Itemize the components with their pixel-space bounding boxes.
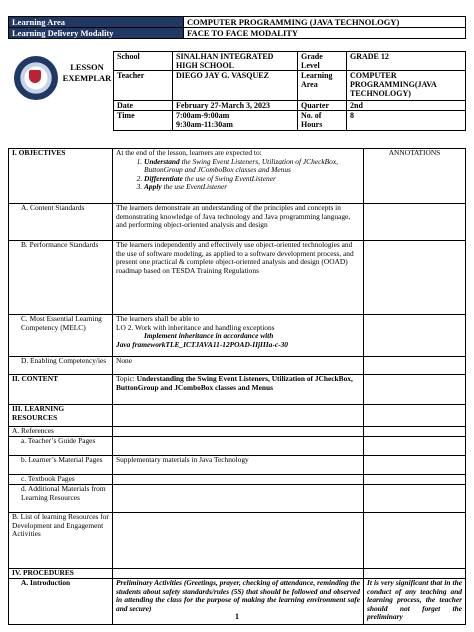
objectives-list bbox=[116, 158, 360, 192]
lesson-plan-table bbox=[8, 148, 466, 625]
list-resources-label: B. List of learning Resources for Development and Engagement Activities bbox=[9, 513, 113, 569]
delivery-modality-label: Learning Delivery Modality bbox=[9, 28, 184, 39]
annotation-cell bbox=[364, 456, 466, 475]
introduction-label: A. Introduction bbox=[9, 579, 113, 625]
teacher-value: DIEGO JAY G. VASQUEZ bbox=[173, 71, 298, 101]
grade-value: GRADE 12 bbox=[347, 52, 466, 71]
page-number: 1 bbox=[235, 612, 239, 621]
learning-area-label: Learning Area bbox=[9, 17, 184, 28]
resources-cell bbox=[113, 405, 364, 427]
hours-label: No. of Hours bbox=[298, 111, 347, 131]
references-cell bbox=[113, 427, 364, 437]
school-label: School bbox=[114, 52, 173, 71]
grade-label: Grade Level bbox=[298, 52, 347, 71]
textbook-label: c. Textbook Pages bbox=[9, 475, 113, 485]
procedures-cell bbox=[113, 569, 364, 579]
enabling-competency-text: None bbox=[113, 357, 364, 375]
annotation-cell bbox=[364, 357, 466, 375]
area-label: Learning Area bbox=[298, 71, 347, 101]
learning-area-value: COMPUTER PROGRAMMING (JAVA TECHNOLOGY) bbox=[184, 17, 466, 28]
objectives-cell: At the end of the lesson, learners are expected to: 1. Understand the Swing Event Listeners, Utilization of JCheckBox, ButtonGroup and JComboBox classes and Menus 2. Differentiate the use of Swing EventListener 3. Apply the use EventListener bbox=[113, 149, 364, 204]
quarter-value: 2nd bbox=[347, 101, 466, 111]
annotation-cell bbox=[364, 427, 466, 437]
objective-item: 1. Understand the Swing Event Listeners, Utilization of JCheckBox, ButtonGroup and JComboBox classes and Menus bbox=[144, 158, 360, 175]
header-table bbox=[8, 16, 466, 39]
hours-value: 8 bbox=[347, 111, 466, 131]
content-standards-text: The learners demonstrate an understanding of the principles and concepts in demonstrating knowledge of Java technology and Java programming language, and performing object-oriented analysis and design bbox=[113, 204, 364, 241]
annotation-cell bbox=[364, 315, 466, 357]
annotation-cell bbox=[364, 375, 466, 405]
quarter-label: Quarter bbox=[298, 101, 347, 111]
melc-label: C. Most Essential Learning Competency (MELC) bbox=[9, 315, 113, 357]
annotation-cell bbox=[364, 513, 466, 569]
date-label: Date bbox=[114, 101, 173, 111]
annotation-cell bbox=[364, 241, 466, 315]
annotations-header: ANNOTATIONS bbox=[364, 149, 466, 204]
objective-item: 3. Apply the use EventListener bbox=[144, 183, 360, 192]
enabling-competency-label: D. Enabling Competency/ies bbox=[9, 357, 113, 375]
teachers-guide-value bbox=[113, 437, 364, 456]
school-value: SINALHAN INTEGRATED HIGH SCHOOL bbox=[173, 52, 298, 71]
introduction-text: Preliminary Activities (Greetings, prayer, checking of attendance, reminding the students about safety standards/rules (5S) that should be followed and observed in attending the class for the purpose of making the learning environment safe and secure) bbox=[113, 579, 364, 625]
performance-standards-text: The learners independently and effectively use object-oriented technologies and the use of software modeling, as applied to a software development process, and present one practical & complete object-oriented analysis and design (OOAD) roadmap based on TESDA Training Regulations bbox=[113, 241, 364, 315]
school-seal-icon bbox=[14, 56, 58, 100]
learners-material-label: b. Learner’s Material Pages bbox=[9, 456, 113, 475]
time-value: 7:00am-9:00am 9:30am-11:30am bbox=[173, 111, 298, 131]
melc-cell: The learners shall be able to LO 2. Work with inheritance and handling exceptions Implement inheritance in accordance with Java frameworkTLE_ICTJAVA11-12POAD-IIjIIIa-c-30 bbox=[113, 315, 364, 357]
content-topic: Topic: Understanding the Swing Event Listeners, Utilization of JCheckBox, ButtonGroup and JComboBox classes and Menus bbox=[113, 375, 364, 405]
lesson-exemplar-title: LESSON EXEMPLAR bbox=[62, 62, 112, 83]
introduction-annotation: It is very significant that in the conduct of any teaching and learning process, the teacher should not forget the preliminary bbox=[364, 579, 466, 625]
content-label: II. CONTENT bbox=[9, 375, 113, 405]
date-value: February 27-March 3, 2023 bbox=[173, 101, 298, 111]
learners-material-value: Supplementary materials in Java Technology bbox=[113, 456, 364, 475]
annotation-cell bbox=[364, 204, 466, 241]
teachers-guide-label: a. Teacher’s Guide Pages bbox=[9, 437, 113, 456]
exemplar-info-table bbox=[113, 51, 466, 131]
delivery-modality-value: FACE TO FACE MODALITY bbox=[184, 28, 466, 39]
annotation-cell bbox=[364, 475, 466, 485]
additional-materials-value bbox=[113, 485, 364, 513]
procedures-label: IV. PROCEDURES bbox=[9, 569, 113, 579]
area-value: COMPUTER PROGRAMMING(JAVA TECHNOLOGY) bbox=[347, 71, 466, 101]
content-standards-label: A. Content Standards bbox=[9, 204, 113, 241]
annotation-cell bbox=[364, 405, 466, 427]
additional-materials-label: d. Additional Materials from Learning Resources bbox=[9, 485, 113, 513]
annotation-cell bbox=[364, 485, 466, 513]
objective-item: 2. Differentiate the use of Swing EventListener bbox=[144, 175, 360, 184]
time-label: Time bbox=[114, 111, 173, 131]
textbook-value bbox=[113, 475, 364, 485]
learning-resources-label: III. LEARNING RESOURCES bbox=[9, 405, 113, 427]
objectives-label: I. OBJECTIVES bbox=[9, 149, 113, 204]
list-resources-value bbox=[113, 513, 364, 569]
annotation-cell bbox=[364, 569, 466, 579]
teacher-label: Teacher bbox=[114, 71, 173, 101]
performance-standards-label: B. Performance Standards bbox=[9, 241, 113, 315]
annotation-cell bbox=[364, 437, 466, 456]
references-label: A. References bbox=[9, 427, 113, 437]
